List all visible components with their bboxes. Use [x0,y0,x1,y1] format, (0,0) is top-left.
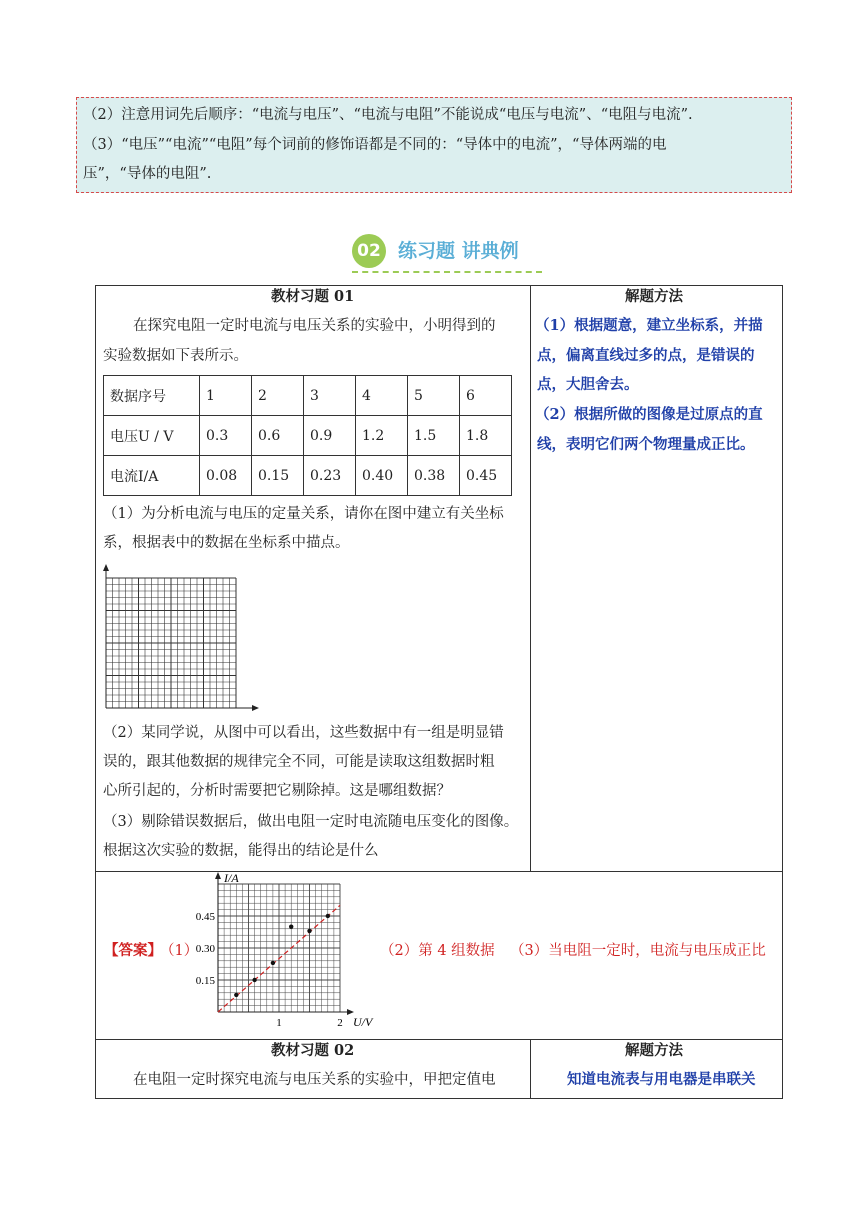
y-axis-label: I/A [224,871,239,885]
answer-part3: （3）当电阻一定时，电流与电压成正比 [510,943,766,959]
table-cell: 1.8 [460,416,512,456]
table-cell: 电流I/A [104,456,200,496]
table-cell: 4 [356,376,408,416]
section-number-badge: 02 [352,234,386,268]
y-axis-arrow-icon [103,564,109,571]
table-cell: 数据序号 [104,376,200,416]
table-row [104,456,512,496]
table-cell: 5 [408,376,460,416]
x-axis-label: U/V [353,1015,373,1029]
note-line-3a: （3）“电压”“电流”“电阻”每个词前的修饰语都是不同的：“导体中的电流”，“导体两端的电 [83,137,667,153]
section-underline [352,271,542,273]
answer-label: 【答案】 [104,942,162,959]
table-cell: 0.15 [252,456,304,496]
problem1-title: 教材习题 01 [271,288,355,305]
problem1-q2b: 误的，跟其他数据的规律完全不同，可能是读取这组数据时粗 [103,754,495,770]
section-title-text: 练习题 讲典例 [398,240,519,262]
x-tick-label: 1 [276,1017,282,1029]
note-box [76,97,792,193]
method1-line: （1）根据题意，建立坐标系，并描 [535,317,763,334]
answer-chart [188,871,388,1033]
problem1-q3b: 根据这次实验的数据，能得出的结论是什么 [103,843,379,859]
problem1-intro-b: 实验数据如下表所示。 [103,348,248,364]
problem2-intro: 在电阻一定时探究电流与电压关系的实验中，甲把定值电 [133,1072,496,1088]
problem1-q3a: （3）剔除错误数据后，做出电阻一定时电流随电压变化的图像。 [103,814,519,830]
table-row [104,376,512,416]
table-cell: 0.45 [460,456,512,496]
table-cell: 电压U / V [104,416,200,456]
grid-lines [106,578,236,708]
y-tick-label: 0.15 [195,975,215,987]
method1-cell [530,285,783,872]
data-point [252,978,256,982]
data-table [103,375,512,496]
problem1-q2c: 心所引起的，分析时需要把它剔除掉。这是哪组数据？ [103,783,451,799]
method1-title: 解题方法 [625,288,683,305]
y-tick-label: 0.30 [195,943,215,955]
problem1-q2a: （2）某同学说，从图中可以看出，这些数据中有一组是明显错 [103,725,504,741]
data-point [307,929,311,933]
table-cell: 0.38 [408,456,460,496]
table-cell: 1 [200,376,252,416]
answer-part1: （1） [160,943,199,959]
problem1-q1a: （1）为分析电流与电压的定量关系，请你在图中建立有关坐标 [103,506,504,522]
method2-title: 解题方法 [625,1042,683,1059]
table-cell: 1.2 [356,416,408,456]
problem2-title: 教材习题 02 [271,1042,355,1059]
table-cell: 0.08 [200,456,252,496]
data-point [234,993,238,997]
method2-line: 知道电流表与用电器是串联关 [567,1071,756,1088]
table-row [104,416,512,456]
data-point [271,961,275,965]
table-cell: 2 [252,376,304,416]
answer-part2: （2）第 4 组数据 [380,943,495,959]
data-point [289,924,293,928]
note-line-3b: 压”，“导体的电阻”. [83,166,212,182]
table-cell: 6 [460,376,512,416]
y-tick-label: 0.45 [195,911,215,923]
method1-line: （2）根据所做的图像是过原点的直 [535,406,763,423]
x-axis-arrow-icon [252,705,259,711]
method1-line: 线，表明它们两个物理量成正比。 [537,436,755,453]
table-cell: 0.40 [356,456,408,496]
table-cell: 3 [304,376,356,416]
note-line-2: （2）注意用词先后顺序：“电流与电压”、“电流与电阻”不能说成“电压与电流”、“电阻与电流”. [83,107,693,123]
problem1-q1b: 系，根据表中的数据在坐标系中描点。 [103,535,350,551]
x-tick-label: 2 [337,1017,343,1029]
problem1-intro-a: 在探究电阻一定时电流与电压关系的实验中，小明得到的 [133,318,496,334]
method1-line: 点，偏离直线过多的点，是错误的 [537,347,755,364]
table-cell: 0.23 [304,456,356,496]
y-axis-arrow-icon [215,872,221,879]
table-cell: 1.5 [408,416,460,456]
table-cell: 0.3 [200,416,252,456]
empty-grid-figure [99,562,263,714]
table-cell: 0.9 [304,416,356,456]
data-point [326,914,330,918]
table-cell: 0.6 [252,416,304,456]
method1-line: 点，大胆舍去。 [537,376,639,393]
